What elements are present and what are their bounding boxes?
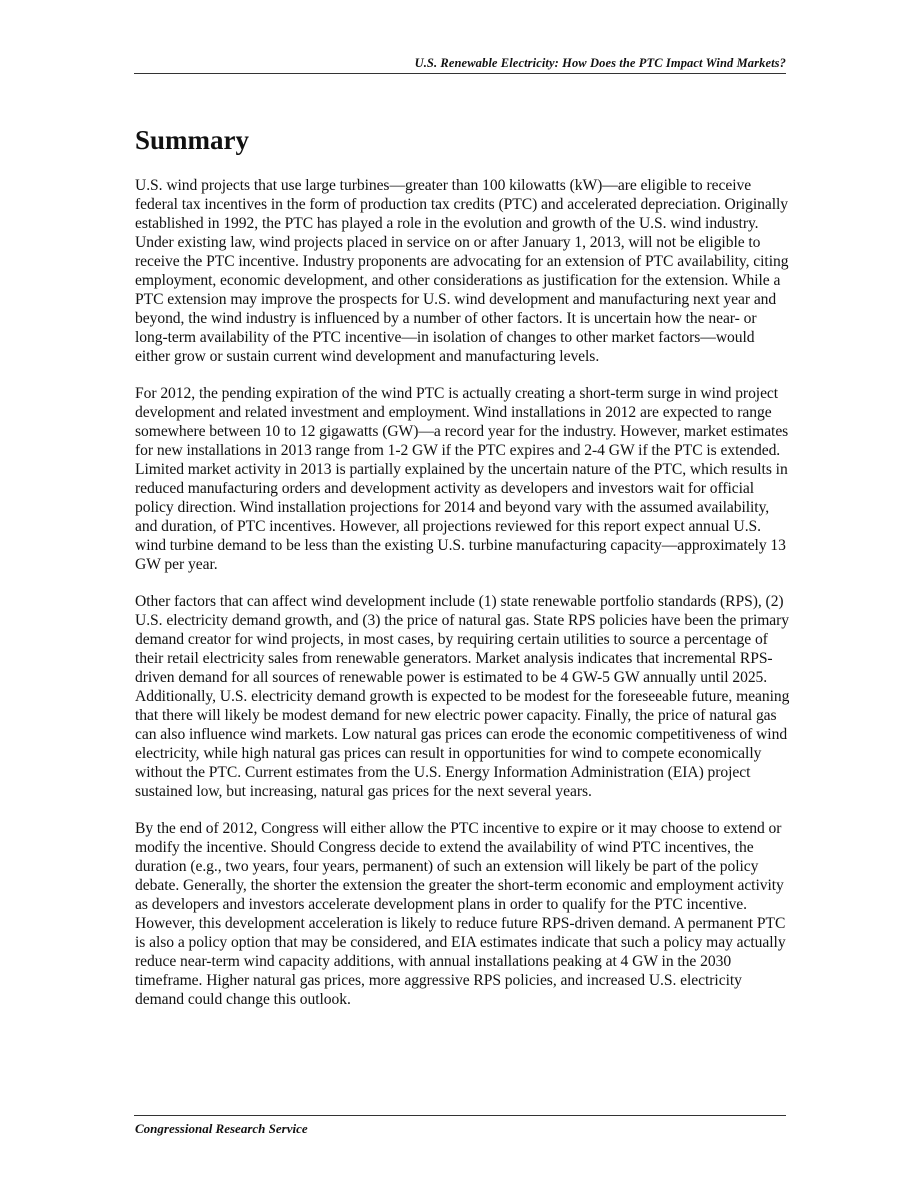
header-divider xyxy=(134,73,786,74)
footer-divider xyxy=(134,1115,786,1116)
summary-paragraph-4: By the end of 2012, Congress will either allow the PTC incentive to expire or it may choose to extend or modify the incentive. Should Congress decide to extend the availability of wind PTC incentives, the duration (e.g., two years, four years, permanent) of such an extension will likely be part of the policy debate. Generally, the shorter the extension the greater the short-term economic and employment activity as developers and investors accelerate development plans in order to qualify for the PTC incentive. However, this development acceleration is likely to reduce future RPS-driven demand. A permanent PTC is also a policy option that may be considered, and EIA estimates indicate that such a policy may actually reduce near-term wind capacity additions, with annual installations peaking at 4 GW in the 2030 timeframe. Higher natural gas prices, more aggressive RPS policies, and increased U.S. electricity demand could change this outlook. xyxy=(135,820,786,1008)
section-title: Summary xyxy=(135,125,249,155)
running-footer-organization: Congressional Research Service xyxy=(135,1121,308,1136)
summary-paragraph-3: Other factors that can affect wind development include (1) state renewable portfolio standards (RPS), (2) U.S. electricity demand growth, and (3) the price of natural gas. State RPS policies have been the primary demand creator for wind projects, in most cases, by requiring certain utilities to source a percentage of their retail electricity sales from renewable generators. Market analysis indicates that incremental RPS-driven demand for all sources of renewable power is estimated to be 4 GW-5 GW annually until 2025. Additionally, U.S. electricity demand growth is expected to be modest for the foreseeable future, meaning that there will likely be modest demand for new electric power capacity. Finally, the price of natural gas can also influence wind markets. Low natural gas prices can erode the economic competitiveness of wind electricity, while high natural gas prices can result in opportunities for wind to compete economically without the PTC. Current estimates from the U.S. Energy Information Administration (EIA) project sustained low, but increasing, natural gas prices for the next several years. xyxy=(135,593,790,800)
summary-paragraph-2: For 2012, the pending expiration of the wind PTC is actually creating a short-term surge in wind project development and related investment and employment. Wind installations in 2012 are expected to range somewhere between 10 to 12 gigawatts (GW)—a record year for the industry. However, market estimates for new installations in 2013 range from 1-2 GW if the PTC expires and 2-4 GW if the PTC is extended. Limited market activity in 2013 is partially explained by the uncertain nature of the PTC, which results in reduced manufacturing orders and development activity as developers and investors wait for official policy direction. Wind installation projections for 2014 and beyond vary with the assumed availability, and duration, of PTC incentives. However, all projections reviewed for this report expect annual U.S. wind turbine demand to be less than the existing U.S. turbine manufacturing capacity—approximately 13 GW per year. xyxy=(135,385,789,573)
summary-paragraph-1: U.S. wind projects that use large turbines—greater than 100 kilowatts (kW)—are eligible to receive federal tax incentives in the form of production tax credits (PTC) and accelerated depreciation. Originally established in 1992, the PTC has played a role in the evolution and growth of the U.S. wind industry. Under existing law, wind projects placed in service on or after January 1, 2013, will not be eligible to receive the PTC incentive. Industry proponents are advocating for an extension of PTC availability, citing employment, economic development, and other considerations as justification for the extension. While a PTC extension may improve the prospects for U.S. wind development and manufacturing next year and beyond, the wind industry is influenced by a number of other factors. It is uncertain how the near- or long-term availability of the PTC incentive—in isolation of changes to other market factors—would either grow or sustain current wind development and manufacturing levels. xyxy=(135,177,789,365)
running-header-title: U.S. Renewable Electricity: How Does the PTC Impact Wind Markets? xyxy=(414,56,786,70)
summary-body xyxy=(135,176,790,1027)
